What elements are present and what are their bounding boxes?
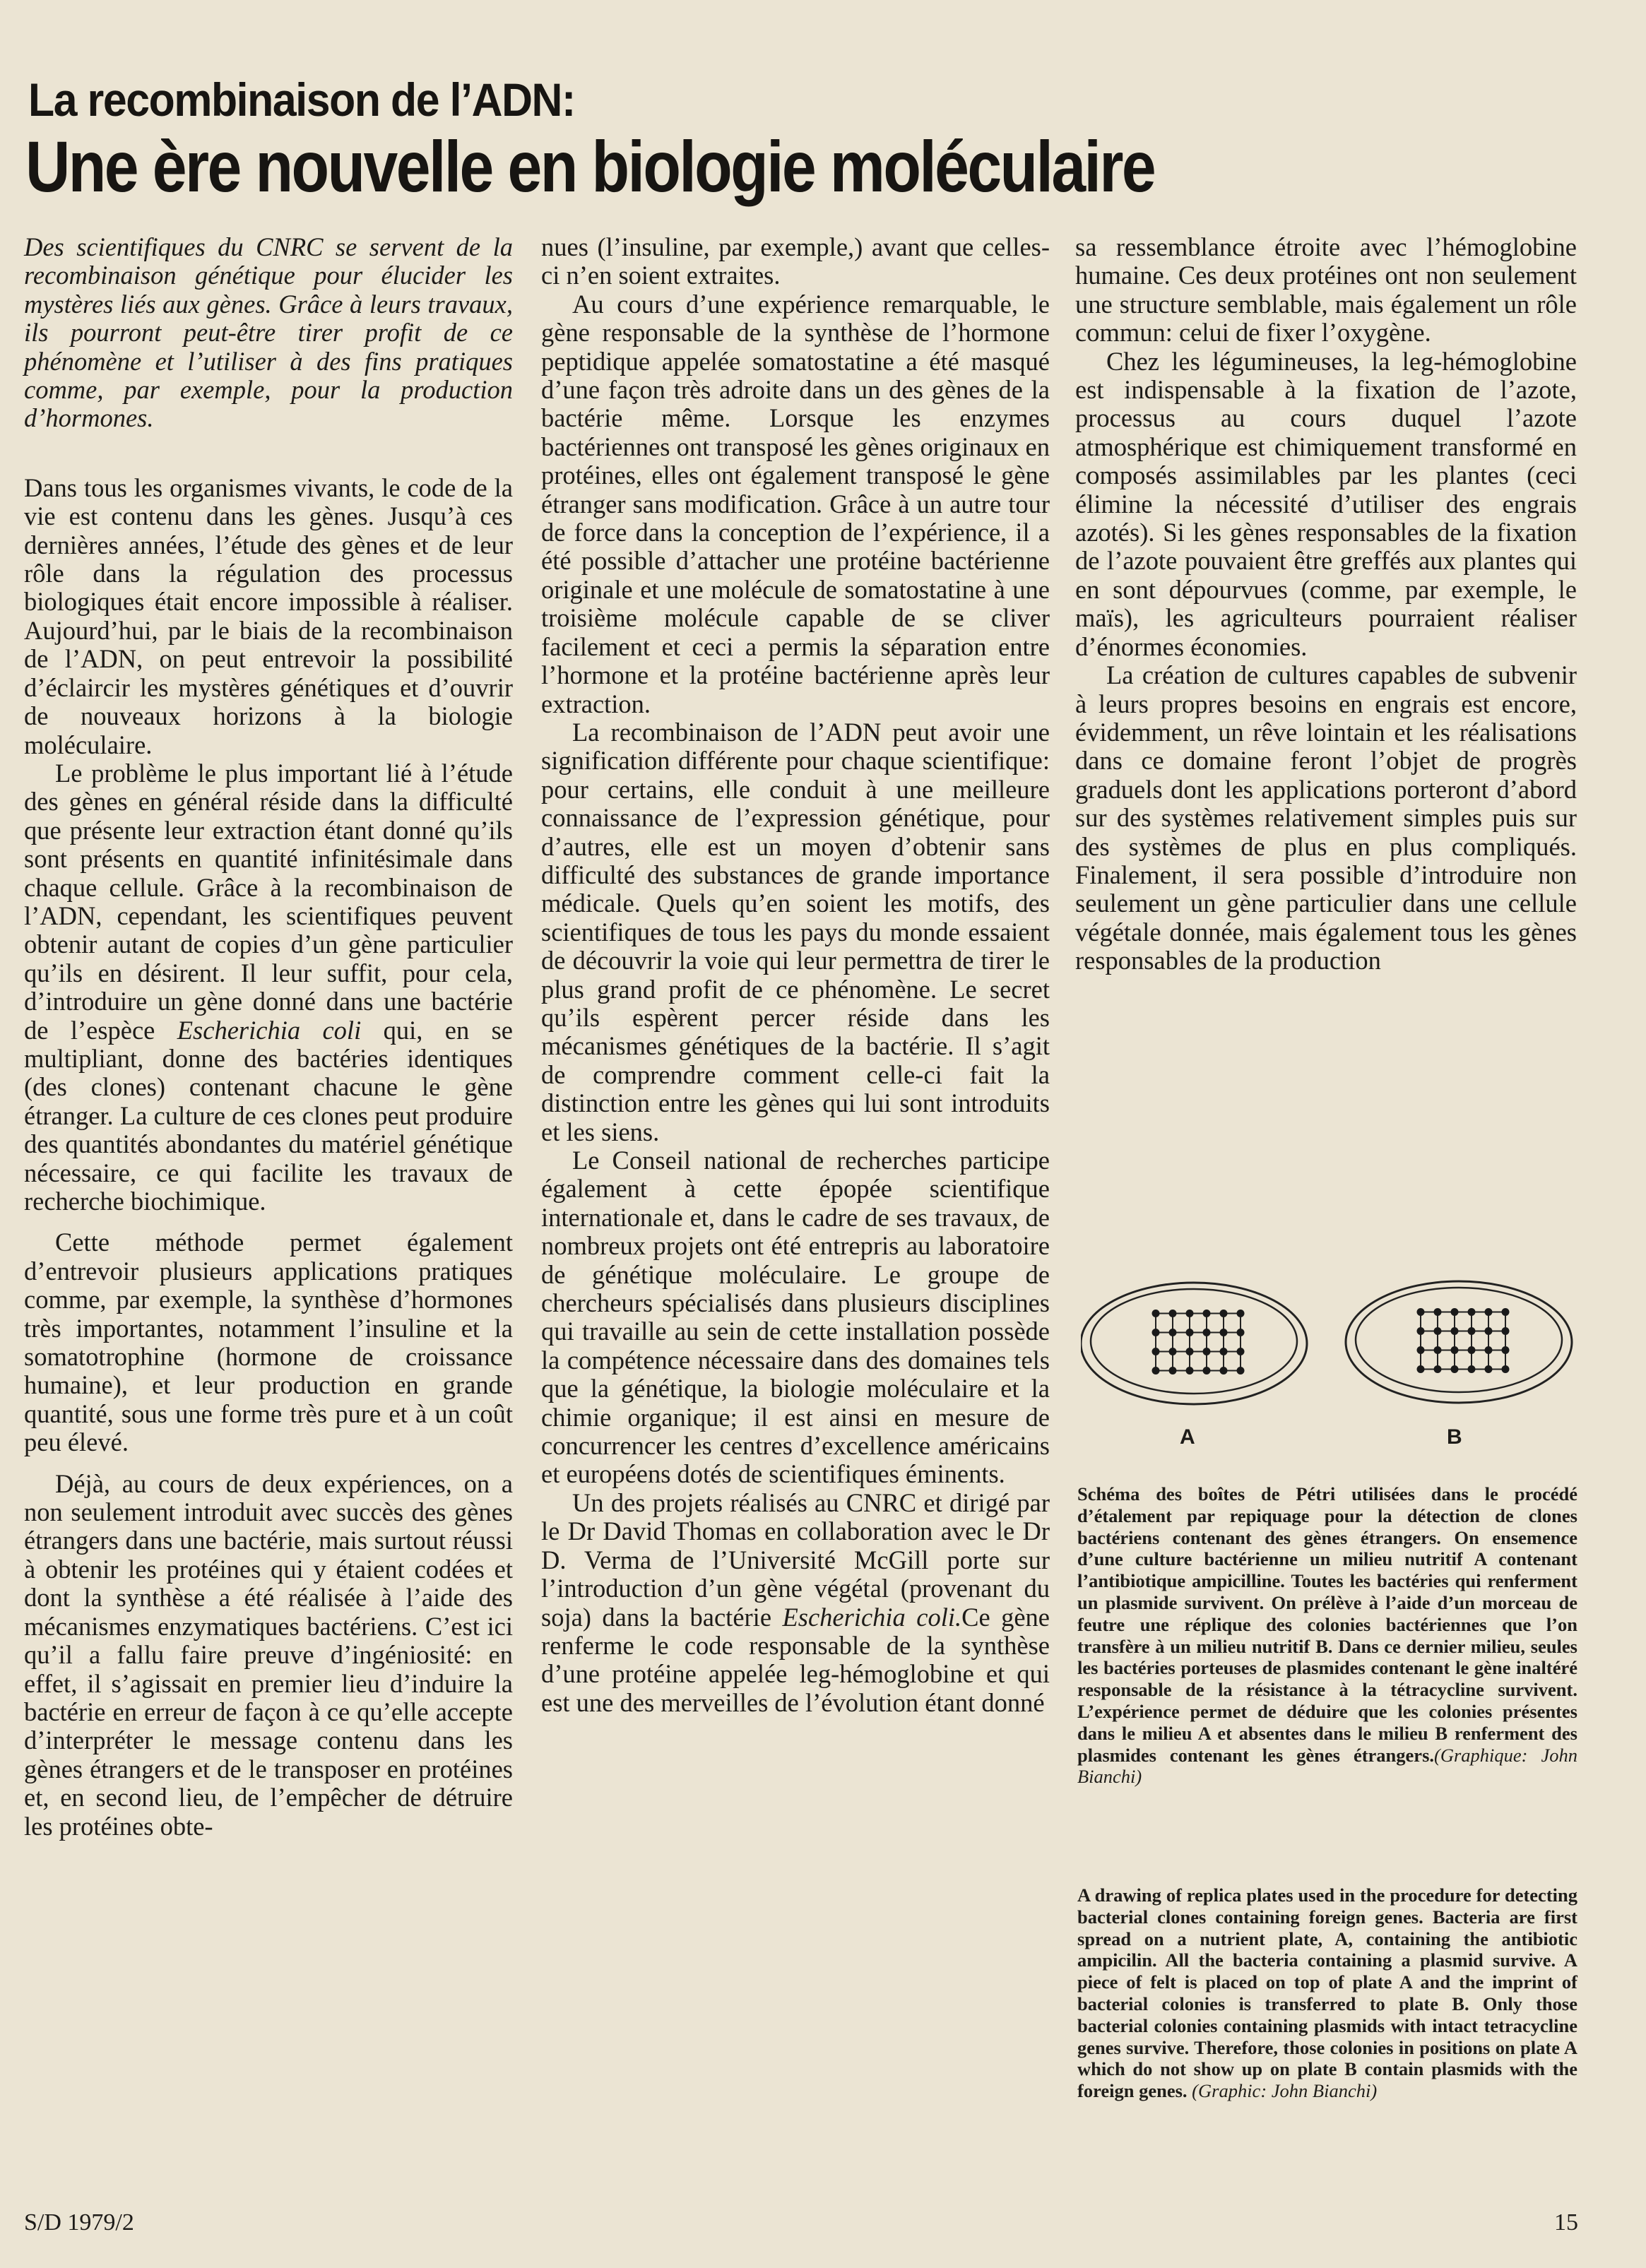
bacterial-colony — [1186, 1329, 1194, 1336]
dish-rim — [1081, 1283, 1307, 1404]
species-name: Escherichia coli. — [782, 1602, 962, 1632]
bacterial-colony — [1203, 1329, 1211, 1336]
bacterial-colony — [1169, 1310, 1177, 1317]
paragraph-text: Le problème le plus important lié à l’étude des gènes en général réside dans la difficulté que présente leur extraction étant donné qu’ils sont présents en quantité infinitésimale dans chaque cellule. Grâce à la recombinaison de l’ADN, cependant, les scientifiques peuvent obtenir autant de copies d’un gène particulier qu’ils en désirent. Il leur suffit, pour cela, d’introduire un gène donné dans une bactérie de l’espèce — [24, 758, 513, 1045]
dish-inner-rim — [1091, 1289, 1297, 1394]
bacterial-colony — [1502, 1365, 1510, 1373]
plate-b-label: B — [1447, 1425, 1462, 1449]
bacterial-colony — [1485, 1308, 1493, 1316]
bacterial-colony — [1468, 1308, 1476, 1316]
article-kicker: La recombinaison de l’ADN: — [28, 73, 575, 126]
petri-dish-diagram — [1081, 1264, 1575, 1427]
caption-text: A drawing of replica plates used in the procedure for detecting bacterial clones containing foreign genes. Bacteria are first spread on a nutrient plate, A, containing the antibiotic ampicilin. All the bacteria containing a plasmid survive. A piece of felt is placed on top of plate A and the imprint of bacterial colonies is transferred to plate B. Only those bacterial colonies containing plasmids with intact tetracycline genes survive. Therefore, those colonies in positions on plate A which do not show up on plate B contain plasmids with the foreign genes. — [1077, 1884, 1577, 2102]
text-column-1 — [24, 233, 513, 1841]
species-name: Escherichia coli — [177, 1015, 362, 1045]
paragraph: Chez les légumineuses, la leg-hémoglobine est indispensable à la fixation de l’azote, processus au cours duquel l’azote atmosphérique est chimiquement transformé en composés assimilables par les plantes (ceci élimine la nécessité d’utiliser des engrais azotés). Si les gènes responsables de la fixation de l’azote pouvaient être greffés aux plantes qui en sont dépourvues (comme, par exemple, le maïs), les agriculteurs pourraient réaliser d’énormes économies. — [1075, 346, 1577, 661]
text-column-3 — [1075, 233, 1577, 975]
bacterial-colony — [1417, 1346, 1425, 1354]
paragraph: Cette méthode permet également d’entrevoir plusieurs applications pratiques comme, par exemple, la synthèse d’hormones très importantes, notamment l’insuline et la somatotrophine (hormone de croissance humaine), et leur production en grande quantité, sous une forme très pure et à un coût peu élevé. — [24, 1228, 513, 1457]
bacterial-colony — [1152, 1367, 1160, 1375]
bacterial-colony — [1152, 1348, 1160, 1355]
bacterial-colony — [1186, 1310, 1194, 1317]
bacterial-colony — [1434, 1327, 1442, 1335]
article-lede: Des scientifiques du CNRC se servent de la recombinaison génétique pour élucider les mystères liés aux gènes. Grâce à leurs travaux, ils pourront peut-être tirer profit de ce phénomène et l’utiliser à des fins pratiques comme, par exemple, pour la production d’hormones. — [24, 232, 513, 433]
paragraph: Le Conseil national de recherches participe également à cette épopée scientifique internationale et, dans le cadre de ses travaux, de nombreux projets ont été entrepris au laboratoire de génétique moléculaire. Le groupe de chercheurs spécialisés dans plusieurs disciplines qui travaille au sein de cette installation possède la compétence nécessaire dans des domaines tels que la génétique, la biologie moléculaire et la chimie organique; il est ainsi en mesure de concurrencer les centres d’excellence américains et européens dotés de scientifiques éminents. — [541, 1146, 1050, 1489]
bacterial-colony — [1434, 1308, 1442, 1316]
issue-label: S/D 1979/2 — [24, 2209, 134, 2236]
article-title: Une ère nouvelle en biologie moléculaire — [25, 126, 1155, 207]
bacterial-colony — [1220, 1367, 1228, 1375]
bacterial-colony — [1468, 1346, 1476, 1354]
replica-plates-figure — [1081, 1264, 1575, 1476]
bacterial-colony — [1152, 1310, 1160, 1317]
paragraph-text: Un des projets réalisés au CNRC et dirigé par le Dr David Thomas en collaboration avec le Dr D. Verma de l’Université McGill porte sur l’introduction d’un gène végétal (provenant du soja) dans la bactérie — [541, 1488, 1050, 1632]
plate-a-label: A — [1180, 1425, 1195, 1449]
bacterial-colony — [1451, 1308, 1459, 1316]
bacterial-colony — [1485, 1346, 1493, 1354]
paragraph: Dans tous les organismes vivants, le code de la vie est contenu dans les gènes. Jusqu’à ces dernières années, l’étude des gènes et de leur rôle dans la régulation des processus biologiques était encore impossible à réaliser. Aujourd’hui, par le biais de la recombinaison de l’ADN, on peut entrevoir la possibilité d’éclaircir les mystères génétiques et d’ouvrir de nouveaux horizons à la biologie moléculaire. — [24, 473, 513, 759]
paragraph: Au cours d’une expérience remarquable, le gène responsable de la synthèse de l’hormone peptidique appelée somatostatine a été masqué d’une façon très adroite dans un des gènes de la bactérie même. Lorsque les enzymes bactériennes ont transposé les gènes originaux en protéines, elles ont également transposé le gène étranger sans modification. Grâce à un autre tour de force dans la conception de l’expérience, il a été possible d’attacher une protéine bactérienne originale et une molécule de somatostatine à une troisième molécule capable de se cliver facilement et ceci a permis la séparation entre l’hormone et la protéine bactérienne après leur extraction. — [541, 289, 1050, 718]
bacterial-colony — [1220, 1310, 1228, 1317]
caption-credit: (Graphique: John Bianchi) — [1077, 1744, 1577, 1788]
bacterial-colony — [1434, 1365, 1442, 1373]
bacterial-colony — [1169, 1367, 1177, 1375]
bacterial-colony — [1203, 1367, 1211, 1375]
bacterial-colony — [1451, 1346, 1459, 1354]
bacterial-colony — [1417, 1365, 1425, 1373]
caption-credit: (Graphic: John Bianchi) — [1192, 2080, 1378, 2102]
bacterial-colony — [1169, 1348, 1177, 1355]
petri-dish-a — [1081, 1283, 1307, 1404]
bacterial-colony — [1417, 1327, 1425, 1335]
dish-rim — [1346, 1281, 1572, 1403]
bacterial-colony — [1468, 1327, 1476, 1335]
bacterial-colony — [1220, 1348, 1228, 1355]
paragraph-text: Ce gène renferme le code responsable de la synthèse d’une protéine appelée leg-hémoglobine et qui est une des merveilles de l’évolution étant donné — [541, 1602, 1050, 1717]
bacterial-colony — [1485, 1365, 1493, 1373]
bacterial-colony — [1220, 1329, 1228, 1336]
bacterial-colony — [1203, 1348, 1211, 1355]
paragraph: sa ressemblance étroite avec l’hémoglobine humaine. Ces deux protéines ont non seulement une structure semblable, mais également un rôle commun: celui de fixer l’oxygène. — [1075, 232, 1577, 348]
bacterial-colony — [1502, 1308, 1510, 1316]
bacterial-colony — [1186, 1348, 1194, 1355]
figure-caption-french — [1077, 1483, 1577, 1788]
bacterial-colony — [1485, 1327, 1493, 1335]
paragraph: nues (l’insuline, par exemple,) avant que celles-ci n’en soient extraites. — [541, 232, 1050, 290]
paragraph: La recombinaison de l’ADN peut avoir une signification différente pour chaque scientifique: pour certains, elle conduit à une meilleure connaissance de l’expression génétique, pour d’autres, elle est un moyen d’obtenir sans difficulté des substances de grande importance médicale. Quels qu’en soient les motifs, des scientifiques de tous les pays du monde essaient de découvrir la voie qui leur permettra de tirer le plus grand profit de ce phénomène. Le secret qu’ils espèrent percer réside dans les mécanismes génétiques de la bactérie. Il s’agit de comprendre comment celle-ci fait la distinction entre les gènes qui lui sont introduits et les siens. — [541, 717, 1050, 1146]
paragraph — [541, 1489, 1050, 1717]
bacterial-colony — [1451, 1327, 1459, 1335]
figure-caption-english — [1077, 1884, 1577, 2102]
bacterial-colony — [1186, 1367, 1194, 1375]
bacterial-colony — [1434, 1346, 1442, 1354]
bacterial-colony — [1237, 1367, 1245, 1375]
dish-inner-rim — [1356, 1288, 1562, 1392]
paragraph: Déjà, au cours de deux expériences, on a non seulement introduit avec succès des gènes étrangers dans une bactérie, mais surtout réussi à obtenir les protéines qui y étaient codées et dont la synthèse a été réalisée à l’aide des mécanismes enzymatiques bactériens. C’est ici qu’il a fallu faire preuve d’ingéniosité: en effet, il s’agissait en premier lieu d’induire la bactérie en erreur de façon à ce qu’elle accepte d’interpréter le message contenu dans les gènes étrangers et de le transposer en protéines et, en second lieu, de l’empêcher de détruire les protéines obte- — [24, 1468, 513, 1841]
paragraph — [24, 759, 513, 1216]
petri-dish-b — [1346, 1281, 1572, 1403]
bacterial-colony — [1237, 1310, 1245, 1317]
caption-text: Schéma des boîtes de Pétri utilisées dans le procédé d’étalement par repiquage pour la détection de clones bactériens contenant des gènes étrangers. On ensemence d’une culture bactérienne un milieu nutritif A contenant l’antibiotique ampicilline. Toutes les bactéries qui renferment un plasmide survivent. On prélève à l’aide d’un morceau de feutre une réplique des colonies bactériennes que l’on transfère à un milieu nutritif B. Dans ce dernier milieu, seules les bactéries porteuses de plasmides contenant le gène inaltéré responsable de la résistance à la tétracycline survivent. L’expérience permet de déduire que les colonies présentes dans le milieu A et absentes dans le milieu B renferment des plasmides contenant les gènes étrangers. — [1077, 1483, 1577, 1766]
bacterial-colony — [1203, 1310, 1211, 1317]
bacterial-colony — [1169, 1329, 1177, 1336]
paragraph: La création de cultures capables de subvenir à leurs propres besoins en engrais est encore, évidemment, un rêve lointain et les réalisations dans ce domaine feront l’objet de progrès graduels dont les applications porteront d’abord sur des systèmes relativement simples puis sur des systèmes de plus en plus compliqués. Finalement, il sera possible d’introduire non seulement un gène particulier dans une cellule végétale donnée, mais également tous les gènes responsables de la production — [1075, 660, 1577, 975]
page-number: 15 — [1554, 2209, 1578, 2236]
bacterial-colony — [1152, 1329, 1160, 1336]
bacterial-colony — [1468, 1365, 1476, 1373]
bacterial-colony — [1502, 1346, 1510, 1354]
bacterial-colony — [1237, 1329, 1245, 1336]
bacterial-colony — [1237, 1348, 1245, 1355]
text-column-2 — [541, 233, 1050, 1717]
bacterial-colony — [1451, 1365, 1459, 1373]
bacterial-colony — [1417, 1308, 1425, 1316]
paragraph-text: qui, en se multipliant, donne des bactéries identiques (des clones) contenant chacune le gène étranger. La culture de ces clones peut produire des quantités abondantes du matériel génétique nécessaire, ce qui facilite les travaux de recherche biochimique. — [24, 1015, 513, 1216]
bacterial-colony — [1502, 1327, 1510, 1335]
